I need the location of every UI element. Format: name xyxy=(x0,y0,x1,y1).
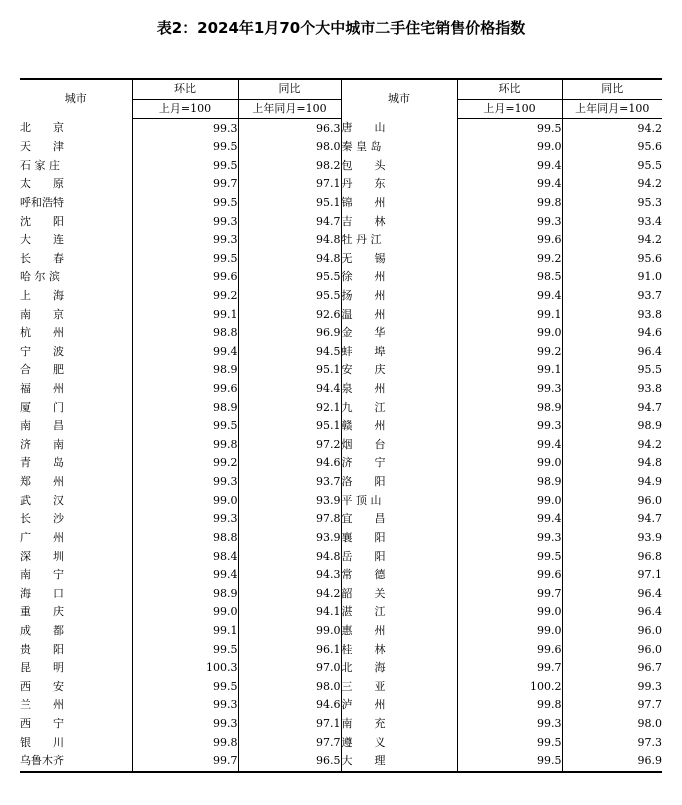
city-name-left: 哈 尔 滨 xyxy=(20,268,132,287)
mom-value-right: 99.2 xyxy=(457,343,562,362)
mom-value-right: 99.0 xyxy=(457,324,562,343)
yoy-value-left: 96.9 xyxy=(238,324,341,343)
mom-value-left: 99.5 xyxy=(132,138,238,157)
yoy-value-left: 95.5 xyxy=(238,287,341,306)
city-name-right: 烟 台 xyxy=(341,436,457,455)
table-row xyxy=(20,175,662,194)
yoy-value-right: 94.2 xyxy=(637,233,662,247)
mom-value-right: 99.6 xyxy=(457,231,562,250)
mom-value-left: 99.8 xyxy=(132,733,238,752)
yoy-value-right: 93.9 xyxy=(637,530,662,544)
table-row xyxy=(20,622,662,641)
yoy-value-right: 96.7 xyxy=(637,661,662,675)
mom-value-right: 99.7 xyxy=(457,659,562,678)
yoy-value-left: 95.1 xyxy=(238,194,341,213)
yoy-value-right: 97.3 xyxy=(637,735,662,749)
city-name-right: 吉 林 xyxy=(341,212,457,231)
mom-value-right: 99.3 xyxy=(457,715,562,734)
mom-value-right: 99.5 xyxy=(457,733,562,752)
table-row xyxy=(20,324,662,343)
yoy-value-left: 94.4 xyxy=(238,380,341,399)
yoy-value-right: 94.2 xyxy=(637,121,662,135)
mom-value-left: 99.7 xyxy=(132,175,238,194)
city-name-right: 牡 丹 江 xyxy=(341,231,457,250)
mom-value-left: 98.9 xyxy=(132,398,238,417)
city-name-right: 包 头 xyxy=(341,156,457,175)
yoy-value-left: 98.0 xyxy=(238,138,341,157)
city-name-right: 湛 江 xyxy=(341,603,457,622)
yoy-value-left: 98.2 xyxy=(238,156,341,175)
city-name-left: 青 岛 xyxy=(20,454,132,473)
city-name-right: 安 庆 xyxy=(341,361,457,380)
table-row xyxy=(20,659,662,678)
table-row xyxy=(20,417,662,436)
city-name-right: 扬 州 xyxy=(341,287,457,306)
yoy-value-right: 93.8 xyxy=(637,382,662,396)
yoy-value-left: 96.3 xyxy=(238,119,341,138)
city-name-left: 昆 明 xyxy=(20,659,132,678)
yoy-value-right: 91.0 xyxy=(637,270,662,284)
mom-value-right: 99.1 xyxy=(457,361,562,380)
city-name-right: 韶 关 xyxy=(341,584,457,603)
header-city-left: 城市 xyxy=(20,79,132,119)
mom-value-right: 99.0 xyxy=(457,454,562,473)
mom-value-right: 99.4 xyxy=(457,175,562,194)
mom-value-right: 99.3 xyxy=(457,212,562,231)
mom-value-right: 99.0 xyxy=(457,138,562,157)
table-row xyxy=(20,715,662,734)
city-name-right: 温 州 xyxy=(341,305,457,324)
yoy-value-left: 93.9 xyxy=(238,491,341,510)
table-row xyxy=(20,640,662,659)
header-row-1 xyxy=(20,79,662,99)
table-row xyxy=(20,305,662,324)
header-mom-base-left: 上月=100 xyxy=(132,99,238,119)
mom-value-right: 99.5 xyxy=(457,547,562,566)
mom-value-right: 98.9 xyxy=(457,398,562,417)
header-yoy-base-right: 上年同月=100 xyxy=(562,99,662,119)
mom-value-right: 98.9 xyxy=(457,473,562,492)
city-name-right: 赣 州 xyxy=(341,417,457,436)
yoy-value-left: 94.6 xyxy=(238,454,341,473)
table-row xyxy=(20,361,662,380)
city-name-right: 桂 林 xyxy=(341,640,457,659)
city-name-left: 石 家 庄 xyxy=(20,156,132,175)
mom-value-right: 99.1 xyxy=(457,305,562,324)
mom-value-right: 99.4 xyxy=(457,156,562,175)
mom-value-right: 99.0 xyxy=(457,603,562,622)
table-row xyxy=(20,696,662,715)
mom-value-left: 99.2 xyxy=(132,454,238,473)
city-name-left: 杭 州 xyxy=(20,324,132,343)
city-name-right: 惠 州 xyxy=(341,622,457,641)
yoy-value-left: 92.1 xyxy=(238,398,341,417)
yoy-value-left: 95.1 xyxy=(238,417,341,436)
mom-value-left: 99.4 xyxy=(132,566,238,585)
city-name-right: 大 理 xyxy=(341,752,457,772)
city-name-left: 南 宁 xyxy=(20,566,132,585)
mom-value-left: 99.1 xyxy=(132,622,238,641)
yoy-value-left: 94.1 xyxy=(238,603,341,622)
mom-value-left: 99.1 xyxy=(132,305,238,324)
yoy-value-right: 95.6 xyxy=(637,140,662,154)
mom-value-left: 99.6 xyxy=(132,380,238,399)
table-row xyxy=(20,678,662,697)
yoy-value-left: 99.0 xyxy=(238,622,341,641)
mom-value-right: 99.5 xyxy=(457,752,562,772)
city-name-left: 广 州 xyxy=(20,529,132,548)
yoy-value-left: 95.5 xyxy=(238,268,341,287)
city-name-left: 兰 州 xyxy=(20,696,132,715)
city-name-right: 锦 州 xyxy=(341,194,457,213)
yoy-value-right: 94.9 xyxy=(637,475,662,489)
city-name-left: 济 南 xyxy=(20,436,132,455)
city-name-left: 福 州 xyxy=(20,380,132,399)
mom-value-left: 98.4 xyxy=(132,547,238,566)
yoy-value-right: 98.9 xyxy=(637,419,662,433)
mom-value-right: 99.4 xyxy=(457,510,562,529)
yoy-value-right: 95.6 xyxy=(637,251,662,265)
city-name-left: 太 原 xyxy=(20,175,132,194)
yoy-value-left: 94.8 xyxy=(238,249,341,268)
mom-value-left: 98.8 xyxy=(132,529,238,548)
city-name-left: 郑 州 xyxy=(20,473,132,492)
city-name-left: 贵 阳 xyxy=(20,640,132,659)
mom-value-left: 99.3 xyxy=(132,510,238,529)
city-name-right: 无 锡 xyxy=(341,249,457,268)
city-name-left: 天 津 xyxy=(20,138,132,157)
table-row xyxy=(20,194,662,213)
city-name-right: 唐 山 xyxy=(341,119,457,138)
city-name-left: 南 昌 xyxy=(20,417,132,436)
city-name-right: 常 德 xyxy=(341,566,457,585)
mom-value-left: 100.3 xyxy=(132,659,238,678)
city-name-left: 成 都 xyxy=(20,622,132,641)
table-row xyxy=(20,733,662,752)
mom-value-right: 99.8 xyxy=(457,194,562,213)
yoy-value-right: 93.8 xyxy=(637,307,662,321)
yoy-value-right: 94.2 xyxy=(637,177,662,191)
mom-value-left: 99.4 xyxy=(132,343,238,362)
city-name-right: 宜 昌 xyxy=(341,510,457,529)
city-name-right: 九 江 xyxy=(341,398,457,417)
table-row xyxy=(20,287,662,306)
header-yoy-right: 同比 xyxy=(562,79,662,99)
yoy-value-left: 94.6 xyxy=(238,696,341,715)
city-name-left: 呼和浩特 xyxy=(20,194,132,213)
mom-value-left: 99.3 xyxy=(132,696,238,715)
mom-value-right: 99.5 xyxy=(457,119,562,138)
yoy-value-right: 94.6 xyxy=(637,326,662,340)
table-row xyxy=(20,231,662,250)
header-city-right: 城市 xyxy=(341,79,457,119)
city-name-left: 沈 阳 xyxy=(20,212,132,231)
mom-value-left: 99.2 xyxy=(132,287,238,306)
mom-value-right: 99.0 xyxy=(457,491,562,510)
header-mom-left: 环比 xyxy=(132,79,238,99)
yoy-value-right: 95.3 xyxy=(637,195,662,209)
table-row xyxy=(20,566,662,585)
table-row xyxy=(20,343,662,362)
mom-value-right: 99.4 xyxy=(457,287,562,306)
yoy-value-left: 97.1 xyxy=(238,175,341,194)
city-name-right: 济 宁 xyxy=(341,454,457,473)
city-name-left: 乌鲁木齐 xyxy=(20,752,132,772)
mom-value-right: 99.7 xyxy=(457,584,562,603)
header-mom-right: 环比 xyxy=(457,79,562,99)
table-row xyxy=(20,529,662,548)
yoy-value-right: 96.4 xyxy=(637,344,662,358)
mom-value-left: 99.0 xyxy=(132,491,238,510)
city-name-right: 秦 皇 岛 xyxy=(341,138,457,157)
mom-value-left: 99.7 xyxy=(132,752,238,772)
yoy-value-left: 97.2 xyxy=(238,436,341,455)
table-row xyxy=(20,380,662,399)
mom-value-left: 99.8 xyxy=(132,436,238,455)
mom-value-left: 98.8 xyxy=(132,324,238,343)
city-name-left: 海 口 xyxy=(20,584,132,603)
mom-value-right: 99.0 xyxy=(457,622,562,641)
yoy-value-left: 97.7 xyxy=(238,733,341,752)
city-name-right: 南 充 xyxy=(341,715,457,734)
mom-value-left: 99.5 xyxy=(132,194,238,213)
city-name-left: 西 安 xyxy=(20,678,132,697)
yoy-value-right: 95.5 xyxy=(637,363,662,377)
city-name-right: 泉 州 xyxy=(341,380,457,399)
mom-value-left: 99.5 xyxy=(132,640,238,659)
yoy-value-right: 95.5 xyxy=(637,158,662,172)
yoy-value-left: 94.2 xyxy=(238,584,341,603)
yoy-value-left: 93.9 xyxy=(238,529,341,548)
mom-value-right: 99.6 xyxy=(457,566,562,585)
yoy-value-right: 97.1 xyxy=(637,568,662,582)
mom-value-right: 100.2 xyxy=(457,678,562,697)
yoy-value-right: 97.7 xyxy=(637,698,662,712)
yoy-value-right: 96.8 xyxy=(637,549,662,563)
mom-value-left: 99.5 xyxy=(132,678,238,697)
city-name-right: 洛 阳 xyxy=(341,473,457,492)
city-name-left: 南 京 xyxy=(20,305,132,324)
yoy-value-right: 96.4 xyxy=(637,605,662,619)
mom-value-left: 98.9 xyxy=(132,584,238,603)
mom-value-right: 99.6 xyxy=(457,640,562,659)
city-name-right: 遵 义 xyxy=(341,733,457,752)
yoy-value-left: 94.8 xyxy=(238,547,341,566)
table-row xyxy=(20,603,662,622)
yoy-value-left: 98.0 xyxy=(238,678,341,697)
yoy-value-right: 98.0 xyxy=(637,717,662,731)
city-name-right: 徐 州 xyxy=(341,268,457,287)
mom-value-left: 99.3 xyxy=(132,119,238,138)
city-name-left: 深 圳 xyxy=(20,547,132,566)
table-row xyxy=(20,454,662,473)
yoy-value-left: 94.5 xyxy=(238,343,341,362)
table-row xyxy=(20,268,662,287)
yoy-value-left: 92.6 xyxy=(238,305,341,324)
mom-value-left: 99.3 xyxy=(132,231,238,250)
mom-value-left: 99.3 xyxy=(132,473,238,492)
yoy-value-right: 96.9 xyxy=(562,752,662,772)
yoy-value-left: 97.8 xyxy=(238,510,341,529)
table-row xyxy=(20,156,662,175)
mom-value-right: 98.5 xyxy=(457,268,562,287)
yoy-value-left: 93.7 xyxy=(238,473,341,492)
yoy-value-left: 97.1 xyxy=(238,715,341,734)
yoy-value-left: 94.7 xyxy=(238,212,341,231)
table-row xyxy=(20,398,662,417)
city-name-right: 襄 阳 xyxy=(341,529,457,548)
city-name-left: 宁 波 xyxy=(20,343,132,362)
city-name-left: 上 海 xyxy=(20,287,132,306)
table-row xyxy=(20,510,662,529)
yoy-value-left: 97.0 xyxy=(238,659,341,678)
mom-value-right: 99.3 xyxy=(457,529,562,548)
city-name-right: 丹 东 xyxy=(341,175,457,194)
yoy-value-right: 96.4 xyxy=(637,586,662,600)
city-name-right: 泸 州 xyxy=(341,696,457,715)
city-name-left: 长 沙 xyxy=(20,510,132,529)
yoy-value-left: 95.1 xyxy=(238,361,341,380)
yoy-value-right: 93.4 xyxy=(637,214,662,228)
city-name-left: 北 京 xyxy=(20,119,132,138)
table-row xyxy=(20,119,662,138)
mom-value-left: 99.3 xyxy=(132,715,238,734)
page-title: 表2：2024年1月70个大中城市二手住宅销售价格指数 xyxy=(156,19,526,37)
yoy-value-right: 94.8 xyxy=(637,456,662,470)
yoy-value-right: 96.0 xyxy=(637,493,662,507)
mom-value-left: 99.5 xyxy=(132,249,238,268)
header-yoy-left: 同比 xyxy=(238,79,341,99)
mom-value-right: 99.2 xyxy=(457,249,562,268)
header-mom-base-right: 上月=100 xyxy=(457,99,562,119)
table-body xyxy=(20,119,662,772)
city-name-left: 厦 门 xyxy=(20,398,132,417)
table-row xyxy=(20,212,662,231)
yoy-value-right: 94.7 xyxy=(637,512,662,526)
yoy-value-right: 96.0 xyxy=(637,623,662,637)
mom-value-right: 99.3 xyxy=(457,417,562,436)
yoy-value-right: 93.7 xyxy=(637,289,662,302)
mom-value-left: 99.0 xyxy=(132,603,238,622)
mom-value-right: 99.3 xyxy=(457,380,562,399)
mom-value-right: 99.4 xyxy=(457,436,562,455)
yoy-value-right: 96.0 xyxy=(637,642,662,656)
mom-value-left: 99.5 xyxy=(132,417,238,436)
yoy-value-left: 96.1 xyxy=(238,640,341,659)
mom-value-left: 99.6 xyxy=(132,268,238,287)
city-name-left: 武 汉 xyxy=(20,491,132,510)
mom-value-left: 98.9 xyxy=(132,361,238,380)
city-name-left: 重 庆 xyxy=(20,603,132,622)
city-name-right: 平 顶 山 xyxy=(341,491,457,510)
mom-value-left: 99.5 xyxy=(132,156,238,175)
city-name-right: 北 海 xyxy=(341,659,457,678)
price-index-table xyxy=(20,78,662,773)
city-name-left: 长 春 xyxy=(20,249,132,268)
mom-value-left: 99.3 xyxy=(132,212,238,231)
table-row xyxy=(20,547,662,566)
mom-value-right: 99.8 xyxy=(457,696,562,715)
city-name-right: 岳 阳 xyxy=(341,547,457,566)
table-row xyxy=(20,138,662,157)
table-row xyxy=(20,584,662,603)
city-name-right: 金 华 xyxy=(341,324,457,343)
header-yoy-base-left: 上年同月=100 xyxy=(238,99,341,119)
city-name-left: 西 宁 xyxy=(20,715,132,734)
yoy-value-left: 96.5 xyxy=(238,752,341,772)
city-name-left: 银 川 xyxy=(20,733,132,752)
table-row xyxy=(20,436,662,455)
city-name-left: 大 连 xyxy=(20,231,132,250)
table-row xyxy=(20,249,662,268)
yoy-value-right: 94.7 xyxy=(637,400,662,414)
city-name-left: 合 肥 xyxy=(20,361,132,380)
table-row xyxy=(20,752,662,772)
city-name-right: 蚌 埠 xyxy=(341,343,457,362)
yoy-value-left: 94.8 xyxy=(238,231,341,250)
table-row xyxy=(20,473,662,492)
yoy-value-right: 94.2 xyxy=(637,437,662,451)
yoy-value-right: 99.3 xyxy=(637,679,662,693)
city-name-right: 三 亚 xyxy=(341,678,457,697)
table-row xyxy=(20,491,662,510)
yoy-value-left: 94.3 xyxy=(238,566,341,585)
